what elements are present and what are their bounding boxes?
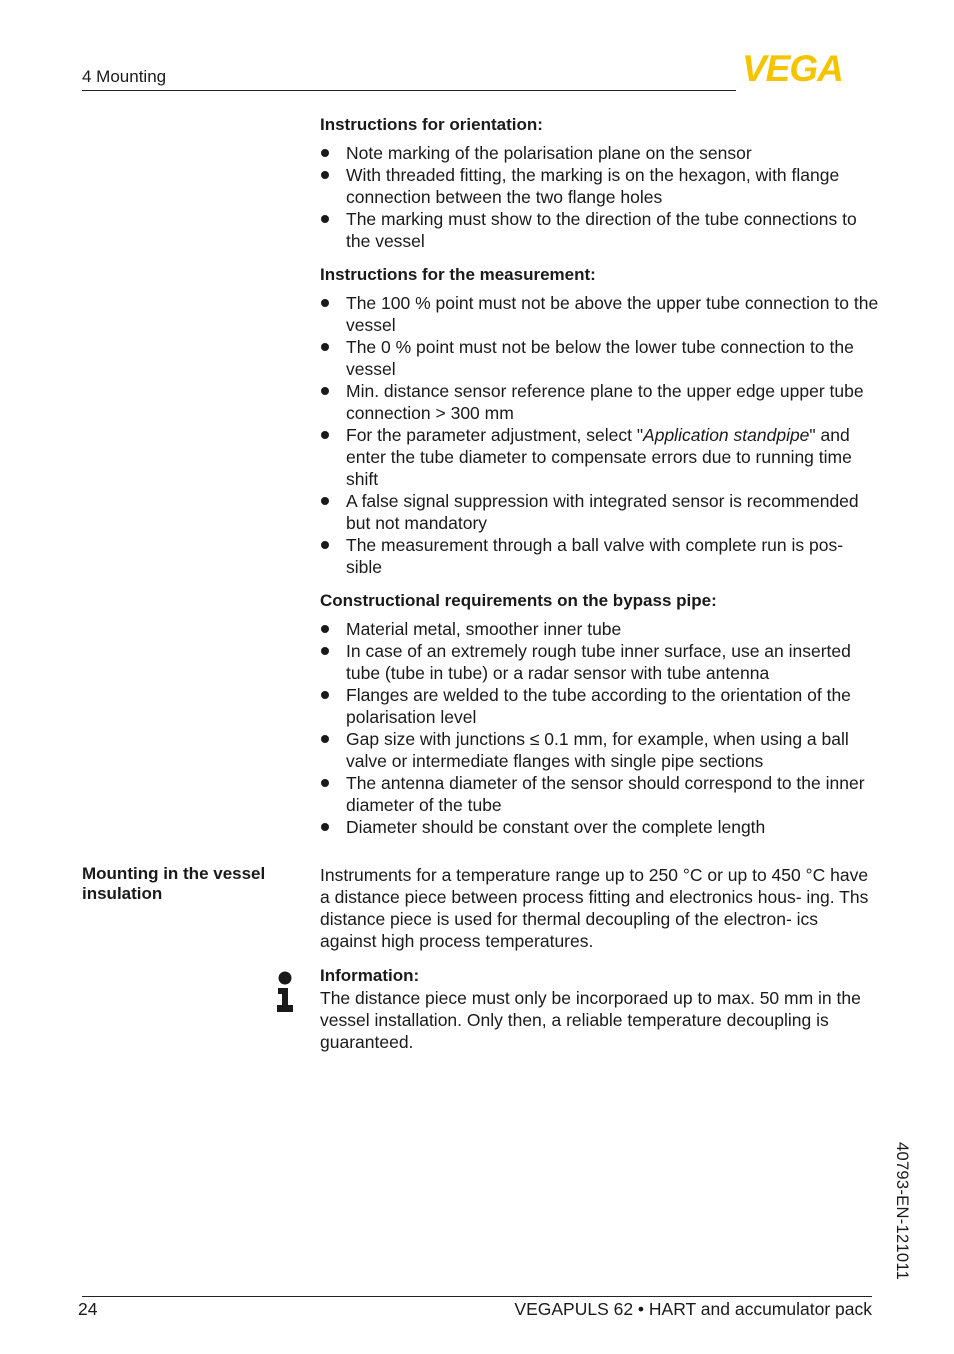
list-item	[320, 292, 880, 336]
list-item	[320, 640, 880, 684]
bullet-dot-icon	[321, 625, 329, 633]
vega-logo-text: VEGA	[742, 52, 843, 82]
section-heading: Constructional requirements on the bypass pipe:	[320, 591, 717, 610]
bullet-list	[320, 142, 880, 252]
list-item	[320, 816, 880, 838]
bullet-list	[320, 292, 880, 578]
bullet-dot-icon	[321, 497, 329, 505]
list-item	[320, 424, 880, 490]
bullet-dot-icon	[321, 823, 329, 831]
list-item-text: " and enter the tube diameter to compensate errors due to running time shift	[346, 425, 852, 489]
list-item	[320, 164, 880, 208]
list-item-text: For the parameter adjustment, select "	[346, 425, 644, 445]
information-heading: Information:	[320, 966, 420, 985]
info-icon	[275, 971, 295, 1013]
list-item-text: The 0 % point must not be below the lower tube connection to the vessel	[346, 337, 854, 379]
list-item	[320, 490, 880, 534]
bullet-list	[320, 618, 880, 838]
information-text: The distance piece must only be incorporaed up to max. 50 mm in the vessel installation. Only then, a reliable temperature decoupling is guaranteed.	[320, 988, 861, 1052]
bullet-dot-icon	[321, 215, 329, 223]
list-item-text: The antenna diameter of the sensor should correspond to the inner diameter of the tube	[346, 773, 865, 815]
list-item	[320, 142, 880, 164]
list-item-text: With threaded fitting, the marking is on the hexagon, with flange connection between the two flange holes	[346, 165, 840, 207]
bullet-dot-icon	[321, 541, 329, 549]
bullet-dot-icon	[321, 343, 329, 351]
list-item	[320, 728, 880, 772]
list-item-text: The marking must show to the direction of the tube connections to the vessel	[346, 209, 857, 251]
list-item-text: The measurement through a ball valve with complete run is pos- sible	[346, 535, 844, 577]
section-heading: Instructions for orientation:	[320, 115, 543, 134]
list-item-text: Application standpipe	[643, 425, 810, 445]
document-number: 40793-EN-121011	[893, 1142, 911, 1281]
bullet-dot-icon	[321, 779, 329, 787]
list-item-text: The 100 % point must not be above the upper tube connection to the vessel	[346, 293, 879, 335]
main-content	[320, 114, 880, 850]
header-rule	[82, 90, 736, 91]
list-item-text: Gap size with junctions ≤ 0.1 mm, for example, when using a ball valve or intermediate flanges with single pipe sections	[346, 729, 849, 771]
insulation-side-label: Mounting in the vessel insulation	[82, 864, 266, 903]
page-number: 24	[78, 1299, 98, 1319]
list-item-text: Material metal, smoother inner tube	[346, 619, 622, 639]
footer-rule	[82, 1296, 872, 1297]
bullet-dot-icon	[321, 387, 329, 395]
bullet-dot-icon	[321, 299, 329, 307]
list-item-text: Note marking of the polarisation plane on the sensor	[346, 143, 752, 163]
bullet-dot-icon	[321, 149, 329, 157]
insulation-paragraph: Instruments for a temperature range up to 250 °C or up to 450 °C have a distance piece between process fitting and electronics hous- ing. Ths distance piece is used for thermal decoupling of the electron- ics against high process temperatures.	[320, 865, 869, 951]
bullet-dot-icon	[321, 431, 329, 439]
vega-logo	[742, 52, 872, 82]
bullet-dot-icon	[321, 171, 329, 179]
information-block	[320, 965, 880, 1053]
list-item	[320, 380, 880, 424]
list-item	[320, 772, 880, 816]
footer-title: VEGAPULS 62 • HART and accumulator pack	[514, 1299, 872, 1319]
bullet-dot-icon	[321, 735, 329, 743]
list-item	[320, 208, 880, 252]
list-item-text: Flanges are welded to the tube according to the orientation of the polarisation level	[346, 685, 851, 727]
list-item-text: In case of an extremely rough tube inner surface, use an inserted tube (tube in tube) or a radar sensor with tube antenna	[346, 641, 851, 683]
list-item-text: Min. distance sensor reference plane to the upper edge upper tube connection > 300 mm	[346, 381, 864, 423]
list-item-text: A false signal suppression with integrated sensor is recommended but not mandatory	[346, 491, 859, 533]
list-item	[320, 534, 880, 578]
list-item	[320, 618, 880, 640]
bullet-dot-icon	[321, 647, 329, 655]
list-item-text: Diameter should be constant over the complete length	[346, 817, 766, 837]
list-item	[320, 684, 880, 728]
header-section-title: 4 Mounting	[82, 67, 167, 86]
bullet-dot-icon	[321, 691, 329, 699]
list-item	[320, 336, 880, 380]
section-heading: Instructions for the measurement:	[320, 265, 596, 284]
